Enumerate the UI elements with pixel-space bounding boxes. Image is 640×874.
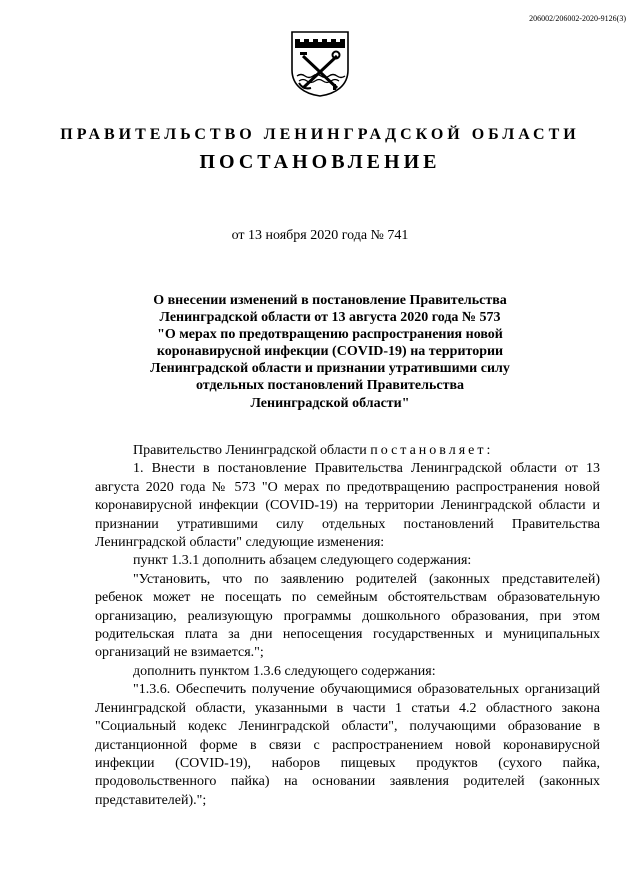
- intro-verb: постановляет:: [370, 443, 494, 458]
- decree-date-number: от 13 ноября 2020 года № 741: [231, 228, 409, 243]
- coat-of-arms-icon: [289, 30, 351, 98]
- paragraph-quote-2: "1.3.6. Обеспечить получение обучающимися образовательных организаций Ленинградской области, указанными в части 1 статьи 4.2 областного закона "Социальный кодекс Ленинградской области", получающими образование в дистанционной форме в связи с распространением новой коронавирусной инфекции (COVID-19), наборов пищевых продуктов (сухого пайка, продовольственного пайка) на основании заявления родителей (законных представителей).";: [95, 682, 600, 808]
- document-id: 206002/206002-2020-9126(3): [529, 14, 626, 23]
- item-1-paragraph: 1. Внести в постановление Правительства Ленинградской области от 13 августа 2020 года № 573 "О мерах по предотвращению распространения новой коронавирусной инфекции (COVID-19) на территории Ленинградской области и признании утратившими силу отдельных постановлений Правительства Ленинградской области" следующие изменения:: [95, 461, 600, 551]
- government-name: ПРАВИТЕЛЬСТВО ЛЕНИНГРАДСКОЙ ОБЛАСТИ: [60, 126, 580, 143]
- paragraph-point-1-3-1: пункт 1.3.1 дополнить абзацем следующего содержания:: [133, 553, 472, 569]
- decree-body: [95, 442, 600, 810]
- decree-subject: О внесении изменений в постановление Правительства Ленинградской области от 13 августа 2020 года № 573 "О мерах по предотвращению распространения новой коронавирусной инфекции (COVID-19) на территории Ленинградской области и признании утратившими силу отдельных постановлений Правительства Ленинградской области": [150, 293, 510, 411]
- paragraph-point-1-3-6: дополнить пунктом 1.3.6 следующего содержания:: [133, 663, 436, 679]
- intro-paragraph: [95, 442, 600, 460]
- paragraph-quote-1: "Установить, что по заявлению родителей (законных представителей) ребенок может не посещать по семейным обстоятельствам образовательную организацию, реализующую программы дошкольного образования, при этом родительская плата за дни непосещения государственных и муниципальных организаций не взимается.";: [95, 571, 600, 661]
- decree-type-title: ПОСТАНОВЛЕНИЕ: [199, 151, 441, 173]
- intro-subject: Правительство Ленинградской области: [133, 443, 371, 458]
